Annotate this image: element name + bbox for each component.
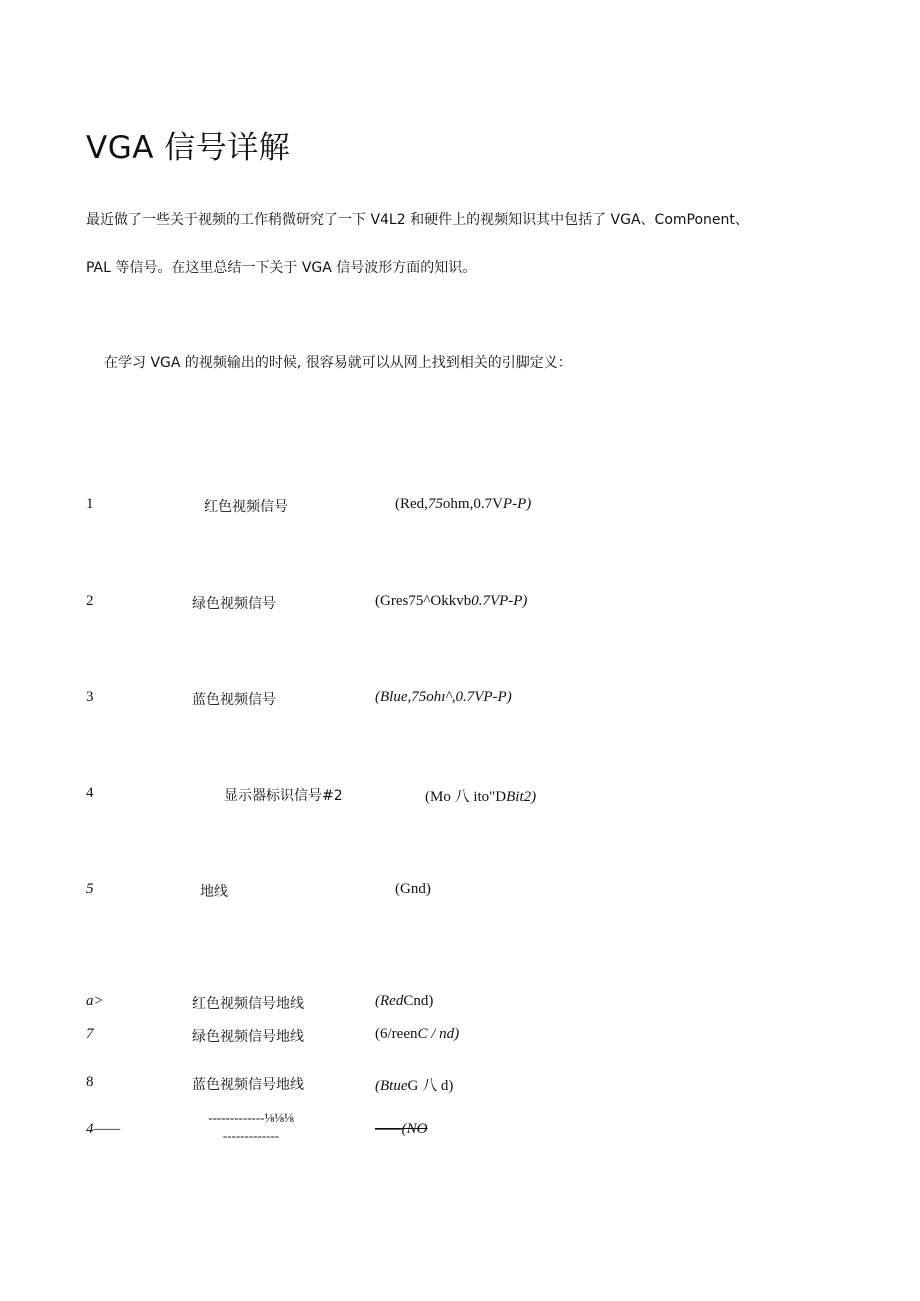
pin-name [190,1109,312,1145]
pin-spec: (Gnd) [395,881,431,897]
pin-name: 红色视频信号地线 [192,996,304,1012]
intro-paragraph-line-3: 在学习 VGA 的视频输出的时候, 很容易就可以从网上找到相关的引脚定义： [104,355,572,371]
pin-name: 蓝色视频信号 [192,692,276,708]
intro-paragraph-line-2: PAL 等信号。在这里总结一下关于 VGA 信号波形方面的知识。 [86,260,477,276]
pin-number: 7 [86,1026,94,1042]
pin-spec: (Blue,75ohı^,0.7VP-P) [375,689,512,705]
pin-number: 8 [86,1074,94,1090]
pin-spec: (BtueG 八 d) [375,1078,454,1094]
pin-number: 2 [86,593,94,609]
pin-number: 4 [86,785,94,801]
pin-number: 4—— [86,1121,121,1137]
intro-paragraph-line-1: 最近做了一些关于视频的工作稍微研究了一下 V4L2 和硬件上的视频知识其中包括了 VGA、ComPonent、 [86,212,749,228]
pin-name-line: -------------⅛⅛⅛ [208,1110,294,1125]
pin-number: a> [86,993,104,1009]
page-title: VGA 信号详解 [86,130,291,166]
pin-spec: (6/reenC / nd) [375,1026,460,1042]
pin-spec: ——(NO [375,1121,428,1137]
pin-spec: (Mo 八 ito"DBit2) [425,789,537,805]
pin-spec: (Gres75^Okkvb0.7VP-P) [375,593,528,609]
pin-number: 3 [86,689,94,705]
pin-name-line: ------------- [222,1128,280,1143]
pin-name: 绿色视频信号地线 [192,1029,304,1045]
pin-name: 蓝色视频信号地线 [192,1077,304,1093]
pin-name: 显示器标识信号#2 [224,788,343,804]
pin-spec: (RedCnd) [375,993,434,1009]
pin-name: 绿色视频信号 [192,596,276,612]
pin-number: 1 [86,496,94,512]
pin-number: 5 [86,881,94,897]
pin-name: 地线 [200,884,228,900]
pin-spec: (Red,75ohm,0.7VP-P) [395,496,532,512]
pin-name: 红色视频信号 [204,499,288,515]
